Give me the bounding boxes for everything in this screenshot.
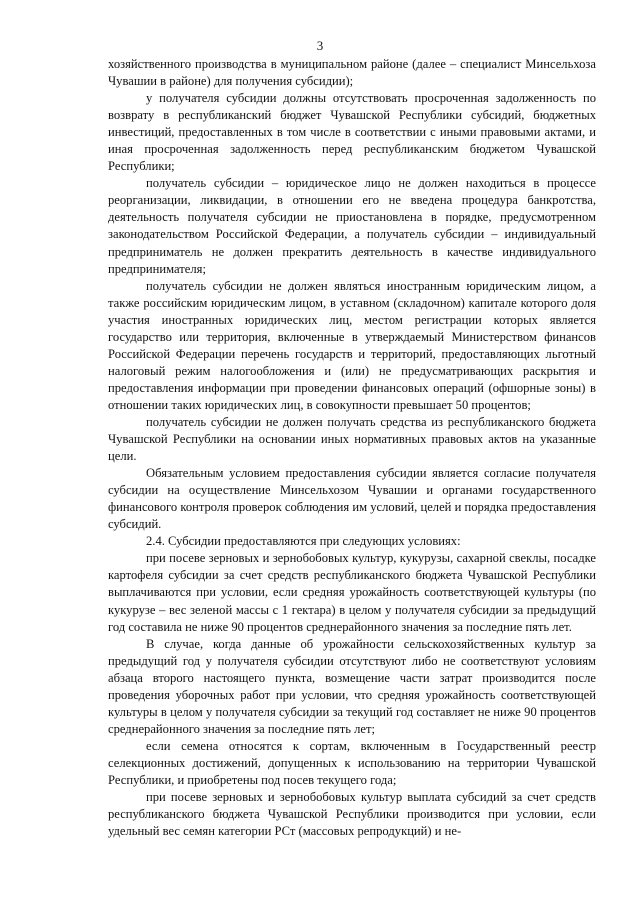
paragraph-continuation: хозяйственного производства в муниципальном районе (далее – специалист Минсельхоза Чувашии в районе) для получения субсидии);: [108, 57, 596, 89]
paragraph-no-foreign-entity-condition: получатель субсидии не должен являться иностранным юридическим лицом, а также российским юридическим лицом, в уставном (складочном) капитале которого доля участия иностранных юридических лиц, местом регистрации которых является государство или территория, включенные в утверждаемый Министерством финансов Российской Федерации перечень государств и территорий, предоставляющих льготный налоговый режим налогообложения и (или) не предусматривающих раскрытия и предоставления информации при проведении финансовых операций (офшорные зоны) в отношении таких юридических лиц, в совокупности превышает 50 процентов;: [108, 278, 596, 412]
paragraph-no-debt-condition: у получателя субсидии должны отсутствовать просроченная задолженность по возврату в республиканский бюджет Чувашской Республики субсидий, бюджетных инвестиций, предоставленных в том числе в соответствии с иными правовыми актами, и иная просроченная задолженность перед республиканским бюджетом Чувашской Республики;: [108, 91, 596, 174]
paragraph-section-2-4-heading: 2.4. Субсидии предоставляются при следующих условиях:: [146, 534, 461, 549]
paragraph-seed-registry-condition: если семена относятся к сортам, включенным в Государственный реестр селекционных достижений, допущенных к использованию на территории Чувашской Республики, и приобретены под посев текущего года;: [108, 738, 596, 787]
paragraph-missing-yield-data: В случае, когда данные об урожайности сельскохозяйственных культур за предыдущий год у получателя субсидии отсутствуют либо не соответствуют условиям абзаца второго настоящего пункта, возмещение части затрат производится после проведения уборочных работ при условии, что средняя урожайность соответствующей культуры в целом у получателя субсидии за текущий год составляет не ниже 90 процентов среднерайонного значения за последние пять лет;: [108, 636, 596, 736]
paragraph-yield-condition: при посеве зерновых и зернобобовых культур, кукурузы, сахарной свеклы, посадке картофеля субсидии за счет средств республиканского бюджета Чувашской Республики выплачиваются при условии, если средняя урожайность соответствующей культуры (по кукурузе – вес зеленой массы с 1 гектара) в целом у получателя субсидии за предыдущий год составила не ниже 90 процентов среднерайонного значения за последние пять лет.: [108, 551, 596, 634]
page-number: 3: [316, 38, 324, 53]
paragraph-no-reorganization-condition: получатель субсидии – юридическое лицо не должен находиться в процессе реорганизации, ликвидации, в отношении его не введена процедура банкротства, деятельность получателя субсидии не приостановлена в порядке, предусмотренном законодательством Российской Федерации, а получатель субсидии – индивидуальный предприниматель не должен прекратить деятельность в качестве индивидуального предпринимателя;: [108, 176, 596, 276]
paragraph-seed-category-condition: при посеве зерновых и зернобобовых культур выплата субсидий за счет средств республиканского бюджета Чувашской Республики производится при условии, если удельный вес семян категории РСт (массовых репродукций) и не-: [108, 790, 596, 839]
paragraph-no-other-funding-condition: получатель субсидии не должен получать средства из республиканского бюджета Чувашской Республики на основании иных нормативных правовых актов на указанные цели.: [108, 414, 596, 464]
body-text: [108, 56, 596, 840]
paragraph-audit-consent: Обязательным условием предоставления субсидии является согласие получателя субсидии на осуществление Минсельхозом Чувашии и органами государственного финансового контроля проверок соблюдения им условий, целей и порядка предоставления субсидий.: [108, 466, 596, 532]
